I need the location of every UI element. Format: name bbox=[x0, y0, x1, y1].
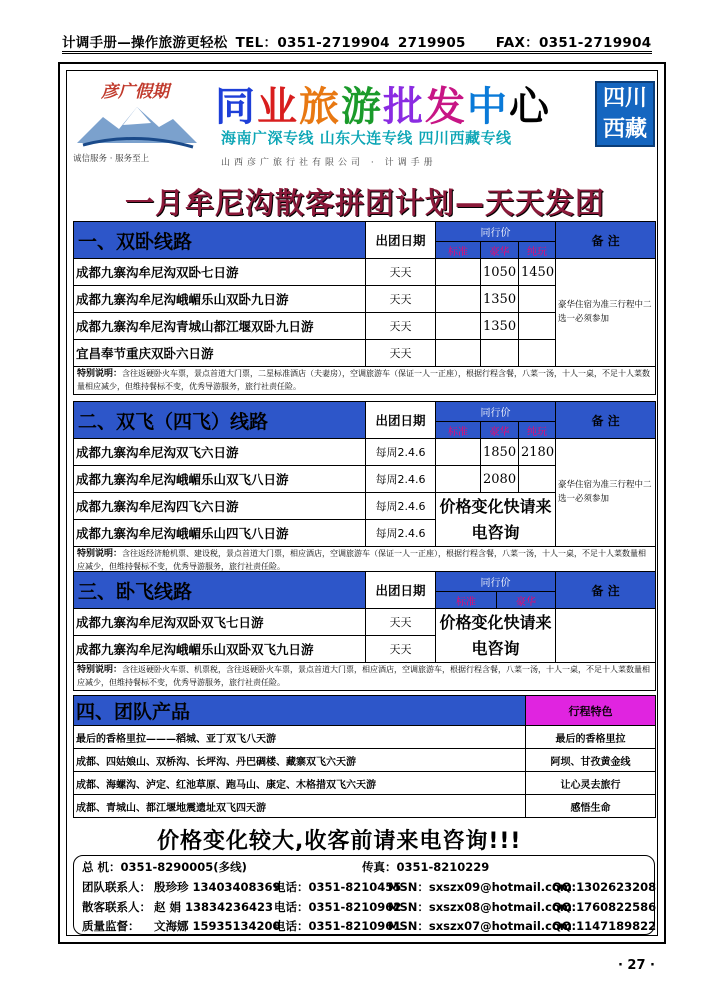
special-text: 含往返经济舱机票、建设税，景点首道大门票，相应酒店，空调旅游车（保证一人一正座），根据行程含餐，八菜一汤，十人一桌，不足十人菜数量相应减少，但维持餐标不变，优秀导游服务，旅行社责任险。 bbox=[77, 549, 647, 572]
group-route: 成都、海螺沟、泸定、红池草原、跑马山、康定、木格措双飞六天游 bbox=[74, 772, 526, 795]
remark: 豪华住宿为准三行程中二选一必须参加 bbox=[556, 439, 656, 547]
title-char: 同 bbox=[215, 84, 257, 130]
depart-date: 每周2.4.6 bbox=[366, 439, 436, 466]
main-line-row bbox=[82, 859, 490, 875]
top-header-line bbox=[62, 32, 652, 54]
pure-price: 2180 bbox=[519, 439, 556, 466]
note-header: 备 注 bbox=[556, 572, 656, 609]
section-3-table bbox=[73, 571, 656, 691]
pure-price bbox=[519, 340, 556, 367]
pure-header: 纯玩 bbox=[519, 422, 556, 439]
contact-label: 团队联系人： bbox=[82, 880, 151, 894]
price-header: 同行价 bbox=[436, 402, 556, 422]
special-label: 特别说明： bbox=[77, 665, 123, 675]
contact-box bbox=[73, 855, 655, 935]
title-char: 业 bbox=[257, 84, 299, 130]
contact-label: 散客联系人： bbox=[82, 900, 151, 914]
top-tel: TEL：0351-2719904 bbox=[235, 35, 390, 51]
title-char: 中 bbox=[467, 84, 509, 130]
depart-date: 天天 bbox=[366, 636, 436, 663]
brand-name: 彦广假期 bbox=[101, 82, 169, 102]
pure-price bbox=[519, 466, 556, 493]
price-header: 同行价 bbox=[436, 572, 556, 592]
date-header: 出团日期 bbox=[366, 222, 436, 259]
price-header: 同行价 bbox=[436, 222, 556, 242]
section-title: 四、团队产品 bbox=[74, 696, 526, 726]
section-2-table bbox=[73, 401, 656, 575]
section-title: 三、卧飞线路 bbox=[74, 572, 366, 609]
lux-price: 1050 bbox=[481, 259, 519, 286]
lux-header: 豪华 bbox=[481, 242, 519, 259]
page-headline: 一月牟尼沟散客拼团计划—天天发团 bbox=[124, 186, 605, 220]
price-warning: 价格变化较大,收客前请来电咨询!!! bbox=[157, 829, 522, 854]
lux-price bbox=[481, 340, 519, 367]
contact-tel: 电话：0351-8210961 bbox=[274, 919, 402, 933]
title-char: 旅 bbox=[299, 84, 341, 130]
date-header: 出团日期 bbox=[366, 402, 436, 439]
top-tel2: 2719905 bbox=[397, 35, 466, 51]
depart-date: 天天 bbox=[366, 286, 436, 313]
contact-name: 赵 娟 13834236423 bbox=[154, 900, 274, 914]
contact-label: 质量监督： bbox=[82, 919, 140, 933]
depart-date: 每周2.4.6 bbox=[366, 520, 436, 547]
std-header: 标准 bbox=[436, 422, 481, 439]
page-number: · 27 · bbox=[617, 958, 655, 973]
special-note bbox=[74, 663, 656, 691]
pure-price bbox=[519, 313, 556, 340]
note-header: 备 注 bbox=[556, 222, 656, 259]
depart-date: 天天 bbox=[366, 340, 436, 367]
price-inquiry-note: 价格变化快请来电咨询 bbox=[436, 493, 556, 547]
route-name: 宜昌奉节重庆双卧六日游 bbox=[74, 340, 366, 367]
std-price bbox=[436, 313, 481, 340]
pure-price bbox=[519, 286, 556, 313]
main-line-label: 总 机： bbox=[82, 860, 121, 874]
title-char: 发 bbox=[425, 84, 467, 130]
contact-msn: MSN：sxszx09@hotmail.com bbox=[388, 880, 572, 894]
remark bbox=[556, 609, 656, 663]
route-name: 成都九寨沟牟尼沟双卧七日游 bbox=[74, 259, 366, 286]
lux-header: 豪华 bbox=[481, 422, 519, 439]
date-header: 出团日期 bbox=[366, 572, 436, 609]
title-char: 批 bbox=[383, 84, 425, 130]
route-name: 成都九寨沟牟尼沟峨嵋乐山双卧双飞九日游 bbox=[74, 636, 366, 663]
group-route: 成都、青城山、都江堰地震遗址双飞四天游 bbox=[74, 795, 526, 818]
contact-qq: QQ:1147189822 bbox=[552, 919, 657, 933]
badge-line: 四川 bbox=[602, 86, 647, 111]
lux-price: 1350 bbox=[481, 313, 519, 340]
contact-row bbox=[82, 899, 656, 915]
feature-header: 行程特色 bbox=[526, 696, 656, 726]
contact-qq: QQ:1760822586 bbox=[552, 900, 657, 914]
remark: 豪华住宿为准三行程中二选一必须参加 bbox=[556, 259, 656, 367]
contact-row bbox=[82, 918, 656, 934]
fax-label: 传真： bbox=[362, 860, 397, 874]
depart-date: 天天 bbox=[366, 259, 436, 286]
std-header: 标准 bbox=[436, 592, 497, 609]
special-label: 特别说明： bbox=[77, 549, 123, 559]
section-1-table bbox=[73, 221, 656, 395]
company-name: 山西彦广旅行社有限公司 · 计调手册 bbox=[221, 158, 437, 168]
manual-slogan: 计调手册—操作旅游更轻松 bbox=[62, 35, 228, 51]
brand-logo bbox=[73, 77, 201, 173]
contact-row bbox=[82, 879, 656, 895]
pure-price: 1450 bbox=[519, 259, 556, 286]
depart-date: 天天 bbox=[366, 313, 436, 340]
depart-date: 每周2.4.6 bbox=[366, 466, 436, 493]
note-header: 备 注 bbox=[556, 402, 656, 439]
lux-header: 豪华 bbox=[497, 592, 556, 609]
special-lines: 海南广深专线 山东大连专线 四川西藏专线 bbox=[221, 129, 512, 147]
std-price bbox=[436, 466, 481, 493]
special-note bbox=[74, 367, 656, 395]
special-text: 含往返硬卧火车票、机票税，含往返硬卧火车票，景点首道大门票，相应酒店，空调旅游车，根据行程含餐，八菜一汤，十人一桌，不足十人菜数量相应减少，但维持餐标不变，优秀导游服务，旅行社责任险。 bbox=[77, 665, 651, 688]
depart-date: 天天 bbox=[366, 609, 436, 636]
mountain-logo-icon bbox=[73, 95, 201, 155]
pure-header: 纯玩 bbox=[519, 242, 556, 259]
top-fax: FAX：0351-2719904 bbox=[495, 35, 652, 51]
contact-tel: 电话：0351-8210455 bbox=[274, 880, 402, 894]
inner-frame bbox=[66, 70, 658, 936]
route-name: 成都九寨沟牟尼沟青城山都江堰双卧九日游 bbox=[74, 313, 366, 340]
route-name: 成都九寨沟牟尼沟双飞六日游 bbox=[74, 439, 366, 466]
title-char: 游 bbox=[341, 84, 383, 130]
brand-slogan: 诚信服务 · 服务至上 bbox=[73, 154, 150, 164]
contact-qq: QQ:1302623208 bbox=[552, 880, 657, 894]
section-title: 一、双卧线路 bbox=[74, 222, 366, 259]
contact-name: 殷珍珍 13403408369 bbox=[154, 880, 281, 894]
std-price bbox=[436, 259, 481, 286]
lux-price: 1350 bbox=[481, 286, 519, 313]
std-price bbox=[436, 340, 481, 367]
route-name: 成都九寨沟牟尼沟峨嵋乐山双飞八日游 bbox=[74, 466, 366, 493]
section-4-table bbox=[73, 695, 656, 818]
std-header: 标准 bbox=[436, 242, 481, 259]
price-inquiry-note: 价格变化快请来电咨询 bbox=[436, 609, 556, 663]
route-name: 成都九寨沟牟尼沟峨嵋乐山双卧九日游 bbox=[74, 286, 366, 313]
ad-header bbox=[73, 75, 655, 179]
contact-msn: MSN：sxszx08@hotmail.com bbox=[388, 900, 572, 914]
main-line-number: 0351-8290005(多线) bbox=[120, 860, 247, 874]
special-note bbox=[74, 547, 656, 575]
section-title: 二、双飞（四飞）线路 bbox=[74, 402, 366, 439]
contact-msn: MSN：sxszx07@hotmail.com bbox=[388, 919, 572, 933]
route-name: 成都九寨沟牟尼沟峨嵋乐山四飞八日游 bbox=[74, 520, 366, 547]
group-feature: 让心灵去旅行 bbox=[526, 772, 656, 795]
wholesale-center-title bbox=[215, 75, 551, 132]
group-feature: 感悟生命 bbox=[526, 795, 656, 818]
special-label: 特别说明： bbox=[77, 369, 123, 379]
fax-number: 0351-8210229 bbox=[396, 860, 490, 874]
std-price bbox=[436, 286, 481, 313]
special-text: 含往返硬卧火车票，景点首道大门票，二星标准酒店（夫妻房），空调旅游车（保证一人一正座），根据行程含餐，八菜一汤，十人一桌，不足十人菜数量相应减少，但维持餐标不变，优秀导游服务，旅行社责任险。 bbox=[77, 369, 651, 392]
fax-info bbox=[362, 859, 489, 875]
lux-price: 1850 bbox=[481, 439, 519, 466]
contact-tel: 电话：0351-8210962 bbox=[274, 900, 402, 914]
group-feature: 最后的香格里拉 bbox=[526, 726, 656, 749]
group-route: 成都、四姑娘山、双桥沟、长坪沟、丹巴碉楼、藏寨双飞六天游 bbox=[74, 749, 526, 772]
route-name: 成都九寨沟牟尼沟四飞六日游 bbox=[74, 493, 366, 520]
group-route: 最后的香格里拉———稻城、亚丁双飞八天游 bbox=[74, 726, 526, 749]
lux-price: 2080 bbox=[481, 466, 519, 493]
sichuan-tibet-badge bbox=[595, 81, 655, 147]
group-feature: 阿坝、甘孜黄金线 bbox=[526, 749, 656, 772]
badge-line: 西藏 bbox=[602, 117, 647, 142]
std-price bbox=[436, 439, 481, 466]
page-frame bbox=[58, 62, 666, 944]
route-name: 成都九寨沟牟尼沟双卧双飞七日游 bbox=[74, 609, 366, 636]
contact-name: 文海娜 15935134200 bbox=[154, 919, 281, 933]
title-char: 心 bbox=[509, 84, 551, 130]
depart-date: 每周2.4.6 bbox=[366, 493, 436, 520]
